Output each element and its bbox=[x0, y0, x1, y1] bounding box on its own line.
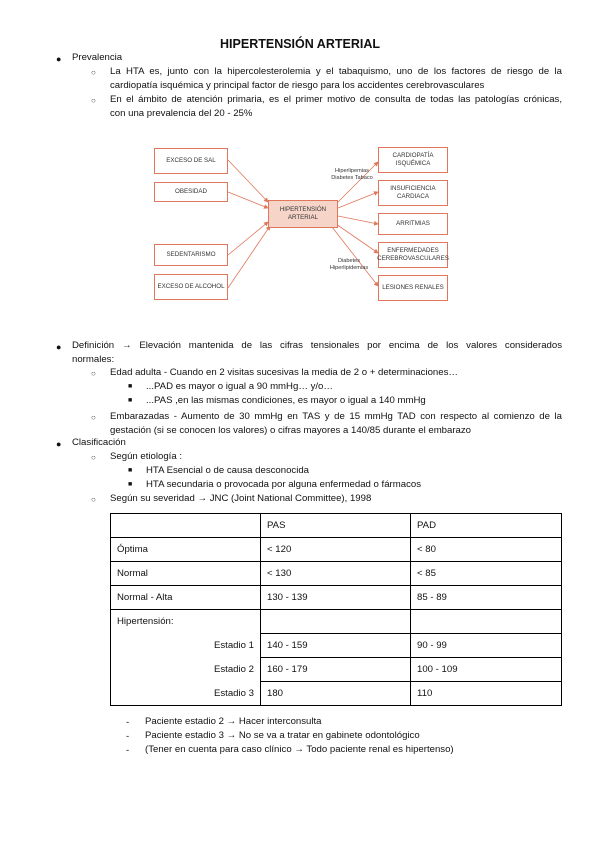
table-cell: 85 - 89 bbox=[411, 586, 562, 610]
table-row bbox=[111, 538, 562, 562]
bullet-circle: ○ bbox=[91, 369, 96, 378]
table-cell: Estadio 1 bbox=[111, 634, 261, 658]
clasificacion-heading: Clasificación bbox=[72, 437, 126, 448]
jnc-classification-table bbox=[110, 513, 562, 706]
table-row bbox=[111, 682, 562, 706]
table-row bbox=[111, 634, 562, 658]
arrow-alcohol bbox=[228, 226, 270, 288]
definicion-embarazadas-line1: Embarazadas - Aumento de 30 mmHg en TAS y de 15 mmHg TAD con respecto al comienzo de la bbox=[110, 411, 562, 422]
arrow-arritmias bbox=[338, 216, 378, 224]
table-header-cell: PAD bbox=[411, 514, 562, 538]
clasificacion-etiologia: Según etiología : bbox=[110, 451, 183, 462]
bullet-dot: ● bbox=[56, 439, 62, 449]
label-factores-inferiores: Diabetes Hiperlipidemias bbox=[329, 258, 369, 271]
table-cell: 110 bbox=[411, 682, 562, 706]
box-cardiopatia-isquemica: CARDIOPATÍA ISQUÉMICA bbox=[378, 147, 448, 173]
bullet-dash: - bbox=[126, 717, 130, 728]
table-cell: Normal bbox=[111, 562, 261, 586]
prevalencia-item1-line1: La HTA es, junto con la hipercolesterolemia y el tabaquismo, uno de los factores de riesgo de la bbox=[110, 66, 562, 77]
bullet-square: ■ bbox=[128, 397, 133, 404]
table-cell: Óptima bbox=[111, 538, 261, 562]
table-header-row bbox=[111, 514, 562, 538]
bullet-circle: ○ bbox=[91, 68, 96, 77]
bullet-dash: - bbox=[126, 745, 130, 756]
box-exceso-alcohol: EXCESO DE ALCOHOL bbox=[154, 274, 228, 300]
prevalencia-item1-line2: cardiopatía isquémica y principal factor de riesgo para los accidentes cerebrovasculares bbox=[110, 80, 485, 91]
box-arritmias: ARRITMIAS bbox=[378, 213, 448, 235]
definicion-pad: ...PAD es mayor o igual a 90 mmHg… y/o… bbox=[146, 381, 333, 392]
table-cell: 140 - 159 bbox=[261, 634, 411, 658]
box-lesiones-renales: LESIONES RENALES bbox=[378, 275, 448, 301]
prevalencia-item2-line1: En el ámbito de atención primaria, es el primer motivo de consulta de todas las patologías crónicas, bbox=[110, 94, 562, 105]
table-cell: < 120 bbox=[261, 538, 411, 562]
table-cell: 90 - 99 bbox=[411, 634, 562, 658]
definicion-line1: Definición → Elevación mantenida de las cifras tensionales por encima de los valores considerados bbox=[72, 340, 562, 351]
table-row bbox=[111, 586, 562, 610]
table-cell bbox=[261, 610, 411, 634]
bullet-square: ■ bbox=[128, 481, 133, 488]
box-insuficiencia-cardiaca: INSUFICIENCIA CARDIACA bbox=[378, 180, 448, 206]
table-cell: 180 bbox=[261, 682, 411, 706]
hta-risk-diagram bbox=[150, 140, 460, 310]
arrow-cerebrovasculares bbox=[336, 224, 378, 253]
bullet-dot: ● bbox=[56, 342, 62, 352]
bullet-circle: ○ bbox=[91, 453, 96, 462]
table-cell bbox=[411, 610, 562, 634]
bullet-circle: ○ bbox=[91, 96, 96, 105]
prevalencia-heading: Prevalencia bbox=[72, 52, 123, 63]
arrow-sal bbox=[228, 160, 268, 202]
table-cell: 160 - 179 bbox=[261, 658, 411, 682]
table-cell: 100 - 109 bbox=[411, 658, 562, 682]
clasificacion-esencial: HTA Esencial o de causa desconocida bbox=[146, 465, 310, 476]
table-cell: Estadio 3 bbox=[111, 682, 261, 706]
bullet-dash: - bbox=[126, 731, 130, 742]
definicion-pas: ...PAS ,en las mismas condiciones, es mayor o igual a 140 mmHg bbox=[146, 395, 426, 406]
table-row-hipertension bbox=[111, 610, 562, 634]
box-sedentarismo: SEDENTARISMO bbox=[154, 244, 228, 266]
table-cell: Hipertensión: bbox=[111, 610, 261, 634]
table-cell: < 80 bbox=[411, 538, 562, 562]
definicion-line2: normales: bbox=[72, 354, 115, 365]
page-title: HIPERTENSIÓN ARTERIAL bbox=[220, 37, 380, 51]
table-header-cell: PAS bbox=[261, 514, 411, 538]
bullet-square: ■ bbox=[128, 383, 133, 390]
arrow-obesidad bbox=[228, 192, 268, 208]
table-row bbox=[111, 562, 562, 586]
bullet-dot: ● bbox=[56, 54, 62, 64]
note-item: (Tener en cuenta para caso clínico → Todo paciente renal es hipertenso) bbox=[145, 744, 454, 755]
box-exceso-sal: EXCESO DE SAL bbox=[154, 148, 228, 174]
definicion-embarazadas-line2: gestación (si se conocen los valores) o cifras mayores a 140/85 durante el embarazo bbox=[110, 425, 472, 436]
label-factores-superiores: Hiperlipemias Diabetes Tabaco bbox=[331, 168, 373, 181]
table-cell: Estadio 2 bbox=[111, 658, 261, 682]
bullet-circle: ○ bbox=[91, 413, 96, 422]
prevalencia-item2-line2: con una prevalencia del 20 - 25% bbox=[110, 108, 253, 119]
table-row bbox=[111, 658, 562, 682]
box-hipertension-arterial: HIPERTENSIÓN ARTERIAL bbox=[268, 200, 338, 228]
arrow-renales bbox=[332, 227, 378, 286]
definicion-adulta: Edad adulta - Cuando en 2 visitas sucesivas la media de 2 o + determinaciones… bbox=[110, 367, 458, 378]
arrow-insuficiencia bbox=[338, 192, 378, 208]
table-cell: 130 - 139 bbox=[261, 586, 411, 610]
bullet-circle: ○ bbox=[91, 495, 96, 504]
note-item: Paciente estadio 3 → No se va a tratar en gabinete odontológico bbox=[145, 730, 420, 741]
box-enfermedades-cerebrovasculares: ENFERMEDADES CEREBROVASCULARES bbox=[378, 242, 448, 268]
clasificacion-severidad: Según su severidad → JNC (Joint National Committee), 1998 bbox=[110, 493, 372, 504]
box-obesidad: OBESIDAD bbox=[154, 182, 228, 202]
note-item: Paciente estadio 2 → Hacer interconsulta bbox=[145, 716, 322, 727]
table-header-cell bbox=[111, 514, 261, 538]
table-cell: < 130 bbox=[261, 562, 411, 586]
table-cell: Normal - Alta bbox=[111, 586, 261, 610]
clasificacion-secundaria: HTA secundaria o provocada por alguna enfermedad o fármacos bbox=[146, 479, 422, 490]
table-cell: < 85 bbox=[411, 562, 562, 586]
bullet-square: ■ bbox=[128, 467, 133, 474]
